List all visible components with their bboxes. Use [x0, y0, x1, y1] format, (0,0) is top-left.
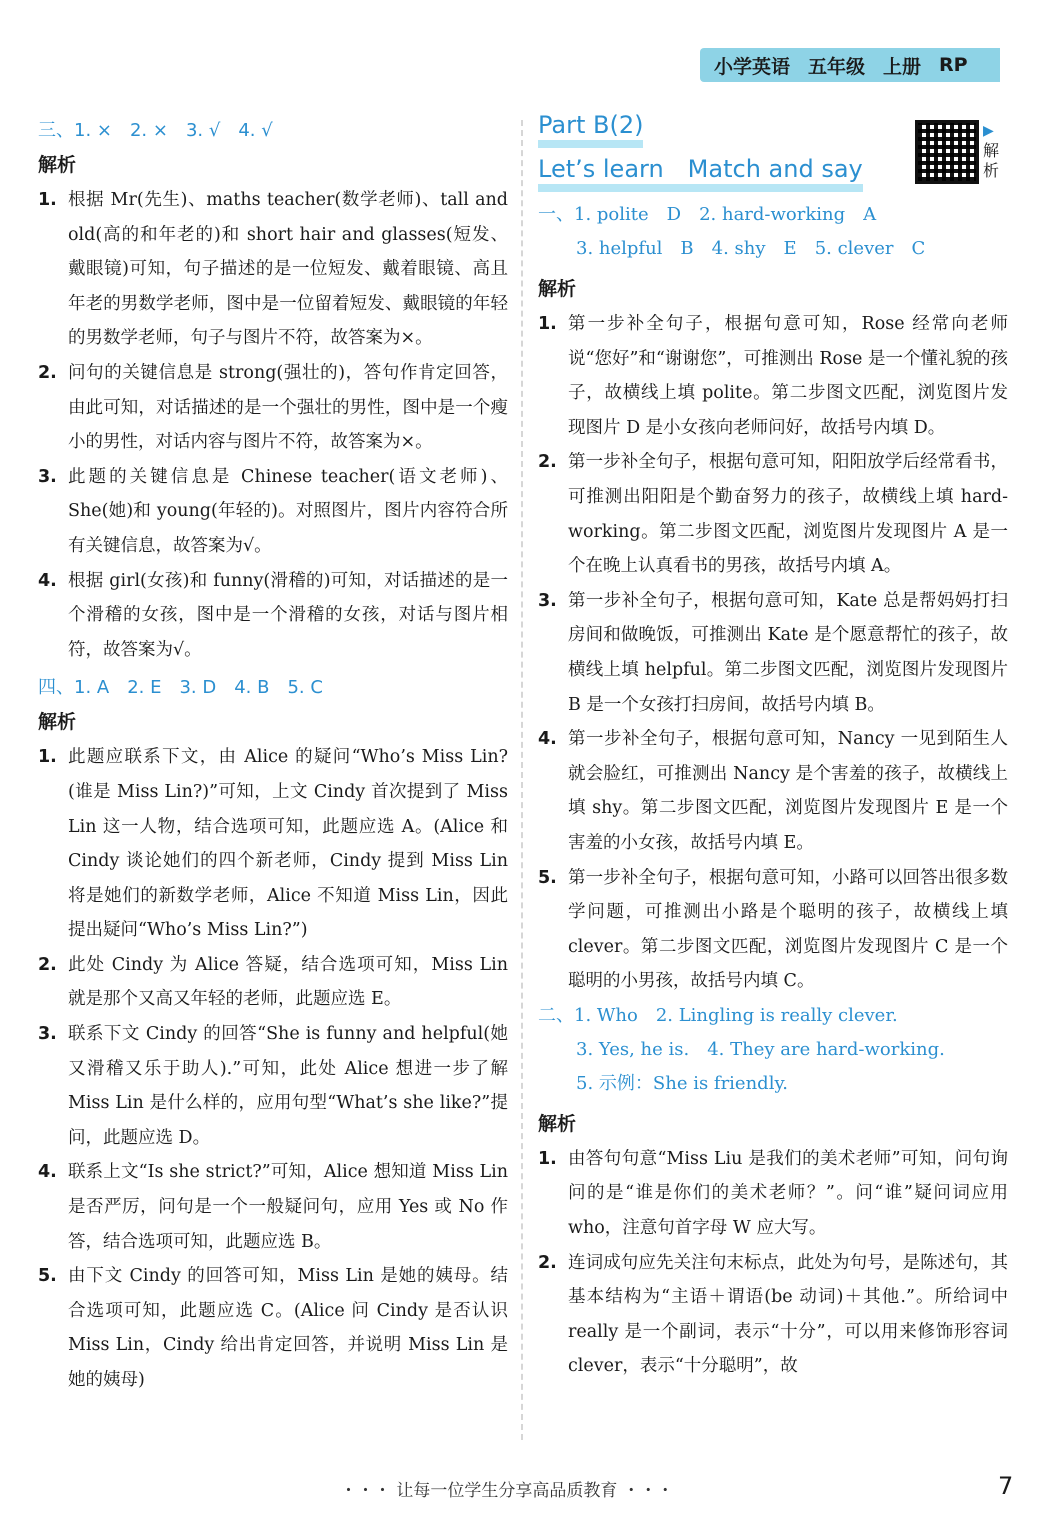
- sec1-answers-line1: 一、1. polite D 2. hard-working A: [538, 204, 877, 225]
- sec1-analysis-list: [538, 307, 1008, 999]
- item-text: 问句的关键信息是 strong(强壮的)，答句作肯定回答，由此可知，对话描述的是一个强壮的男性，图中是一个瘦小的男性，对话内容与图片不符，故答案为×。: [68, 362, 508, 453]
- item-number: 4.: [538, 729, 557, 750]
- header-term: 上册: [883, 55, 922, 78]
- sec3-answers: 三、1. × 2. × 3. √ 4. √: [38, 120, 273, 141]
- analysis-heading: 解析: [538, 1112, 577, 1135]
- analysis-item: [38, 1017, 508, 1155]
- item-text: 由下文 Cindy 的回答可知，Miss Lin 是她的姨母。结合选项可知，此题应选 C。(Alice 问 Cindy 是否认识 Miss Lin，Cindy 给出肯定回答，并说明 Miss Lin 是她的姨母): [68, 1266, 508, 1390]
- item-text: 此处 Cindy 为 Alice 答疑，结合选项可知，Miss Lin 就是那个又高又年轻的老师，此题应选 E。: [68, 954, 508, 1010]
- qr-label: ▶解析: [983, 123, 1000, 180]
- item-text: 此题应联系下文，由 Alice 的疑问“Who’s Miss Lin?(谁是 Miss Lin?)”可知，上文 Cindy 首次提到了 Miss Lin 这一人物，结合选项可知，此题应选 A。(Alice 和 Cindy 谈论她们的四个新老师，Cindy 提到 Miss Lin 将是她们的新数学老师，Alice 不知道 Miss Lin，因此提出疑问“Who’s Miss Lin?”): [68, 747, 508, 941]
- sec2-answers-line1: 二、1. Who 2. Lingling is really clever.: [538, 1004, 898, 1026]
- page-header: [700, 48, 1000, 82]
- sec1-answers-line2: 3. helpful B 4. shy E 5. clever C: [576, 238, 926, 259]
- item-text: 联系下文 Cindy 的回答“She is funny and helpful(她又滑稽又乐于助人).”可知，此处 Alice 想进一步了解 Miss Lin 是什么样的，应用句型“What’s she like?”提问，此题应选 D。: [68, 1024, 508, 1148]
- analysis-item: [38, 1259, 508, 1397]
- analysis-item: [538, 1142, 1008, 1246]
- item-number: 4.: [38, 1162, 57, 1183]
- item-number: 2.: [538, 452, 557, 473]
- item-number: 1.: [38, 190, 57, 210]
- analysis-item: [38, 356, 508, 460]
- sec3-analysis-list: [38, 183, 508, 667]
- analysis-item: [538, 722, 1008, 860]
- analysis-item: [38, 564, 508, 668]
- item-text: 第一步补全句子，根据句意可知，阳阳放学后经常看书，可推测出阳阳是个勤奋努力的孩子，故横线上填 hard-working。第二步图文匹配，浏览图片发现图片 A 是一个在晚上认真看书的男孩，故括号内填 A。: [568, 452, 1008, 577]
- item-number: 3.: [38, 466, 57, 487]
- item-text: 联系上文“Is she strict?”可知，Alice 想知道 Miss Lin 是否严厉，问句是一个一般疑问句，应用 Yes 或 No 作答，结合选项可知，此题应选 B。: [68, 1162, 508, 1252]
- footer-slogan: ・・・ 让每一位学生分享高品质教育 ・・・: [340, 1481, 674, 1501]
- item-number: 5.: [538, 867, 557, 888]
- header-edition: RP: [939, 54, 968, 76]
- play-icon: ▶: [983, 123, 994, 139]
- analysis-item: [38, 1155, 508, 1259]
- item-number: 1.: [538, 314, 557, 334]
- item-text: 此题的关键信息是 Chinese teacher(语文老师)、She(她)和 young(年轻的)。对照图片，图片内容符合所有关键信息，故答案为√。: [68, 466, 508, 556]
- analysis-item: [538, 861, 1008, 999]
- analysis-heading: 解析: [38, 154, 77, 176]
- analysis-item: [38, 460, 508, 564]
- item-number: 2.: [38, 362, 57, 383]
- column-divider: [521, 120, 523, 1440]
- analysis-item: [538, 307, 1008, 445]
- item-number: 3.: [538, 590, 557, 611]
- sec2-answers-line3: 5. 示例：She is friendly.: [576, 1072, 788, 1094]
- item-text: 连词成句应先关注句末标点，此处为句号，是陈述句，其基本结构为“主语＋谓语(be 动词)＋其他.”。所给词中 really 是一个副词，表示“十分”，可以用来修饰形容词 clever，表示“十分聪明”，故: [568, 1252, 1008, 1377]
- analysis-heading: 解析: [538, 278, 577, 300]
- sec4-analysis-list: [38, 740, 508, 1397]
- analysis-item: [38, 740, 508, 948]
- item-number: 1.: [538, 1148, 557, 1169]
- header-subject: 小学英语: [714, 55, 791, 78]
- qr-code[interactable]: [915, 120, 979, 184]
- item-number: 5.: [38, 1266, 57, 1287]
- item-text: 第一步补全句子，根据句意可知，Kate 总是帮妈妈打扫房间和做晚饭，可推测出 Kate 是个愿意帮忙的孩子，故横线上填 helpful。第二步图文匹配，浏览图片发现图片 B 是一个女孩打扫房间，故括号内填 B。: [568, 590, 1008, 715]
- header-grade: 五年级: [808, 55, 866, 78]
- item-number: 2.: [538, 1252, 557, 1273]
- sec2-answers-line2: 3. Yes, he is. 4. They are hard-working.: [576, 1038, 945, 1060]
- item-number: 3.: [38, 1024, 57, 1045]
- item-text: 第一步补全句子，根据句意可知，Rose 经常向老师说“您好”和“谢谢您”，可推测出 Rose 是一个懂礼貌的孩子，故横线上填 polite。第二步图文匹配，浏览图片发现图片 D 是小女孩向老师问好，故括号内填 D。: [568, 314, 1008, 438]
- watermark: [858, 1418, 1028, 1518]
- analysis-item: [38, 948, 508, 1017]
- analysis-item: [38, 183, 508, 356]
- analysis-heading: 解析: [38, 711, 77, 734]
- right-column: [538, 110, 1008, 1384]
- item-text: 第一步补全句子，根据句意可知，Nancy 一见到陌生人就会脸红，可推测出 Nancy 是个害羞的孩子，故横线上填 shy。第二步图文匹配，浏览图片发现图片 E 是一个害羞的小女孩，故括号内填 E。: [568, 729, 1008, 853]
- item-number: 4.: [38, 570, 57, 591]
- item-text: 根据 Mr(先生)、maths teacher(数学老师)、tall and old(高的和年老的)和 short hair and glasses(短发、戴眼镜)可知，句子描述的是一位短发、戴着眼镜、高且年老的男数学老师，图中是一位留着短发、戴眼镜的年轻的男数学老师，句子与图片不符，故答案为×。: [68, 190, 508, 349]
- item-text: 由答句句意“Miss Liu 是我们的美术老师”可知，问句询问的是“谁是你们的美术老师？”。问“谁”疑问词应用 who，注意句首字母 W 应大写。: [568, 1148, 1008, 1239]
- analysis-item: [538, 584, 1008, 722]
- part-subtitle: Let’s learn Match and say: [538, 154, 1008, 192]
- sec2-analysis-list: [538, 1142, 1008, 1384]
- part-title: Part B(2): [538, 110, 1008, 148]
- analysis-item: [538, 445, 1008, 583]
- analysis-item: [538, 1246, 1008, 1384]
- page-number: 7: [998, 1472, 1014, 1500]
- sec4-answers: 四、1. A 2. E 3. D 4. B 5. C: [38, 677, 323, 699]
- left-column: [38, 110, 508, 1398]
- item-text: 第一步补全句子，根据句意可知，小路可以回答出很多数学问题，可推测出小路是个聪明的孩子，故横线上填 clever。第二步图文匹配，浏览图片发现图片 C 是一个聪明的小男孩，故括号内填 C。: [568, 867, 1008, 992]
- item-number: 2.: [38, 954, 57, 975]
- item-text: 根据 girl(女孩)和 funny(滑稽的)可知，对话描述的是一个滑稽的女孩，图中是一个滑稽的女孩，对话与图片相符，故答案为√。: [68, 570, 508, 660]
- item-number: 1.: [38, 747, 57, 768]
